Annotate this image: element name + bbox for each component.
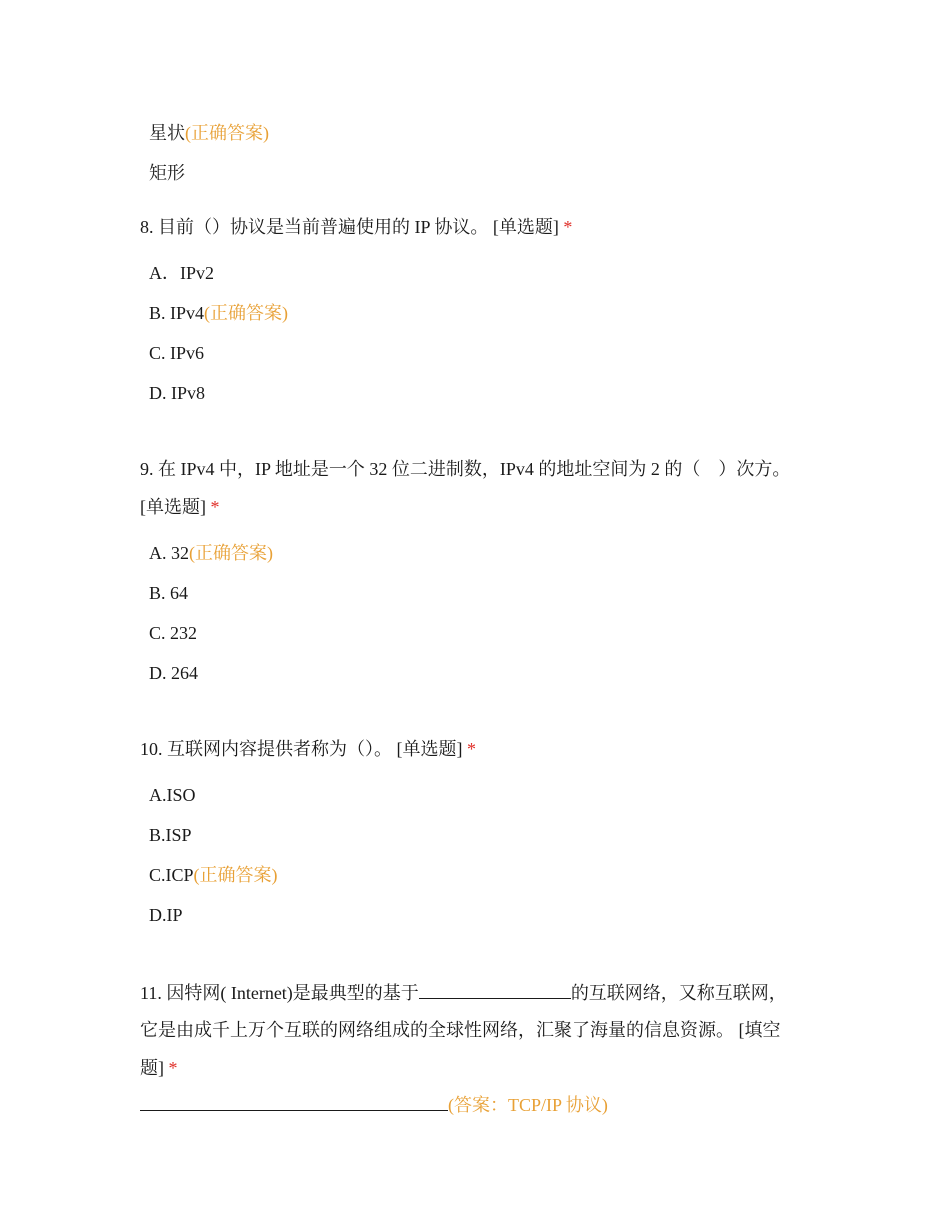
required-marker: * (467, 739, 476, 759)
inline-blank (419, 980, 571, 999)
required-marker: * (563, 217, 573, 237)
question-11-title-cont2 (140, 1056, 178, 1080)
option-8-b[interactable]: B. IPv4(正确答案) (149, 303, 289, 323)
question-type: [单选题] (396, 739, 463, 759)
option-8-c[interactable]: C. IPv6 (149, 343, 205, 363)
fill-blank-answer[interactable] (140, 1092, 608, 1117)
required-marker: * (168, 1058, 178, 1078)
question-type: [单选题] (140, 497, 206, 517)
option-9-b[interactable]: B. 64 (149, 583, 189, 603)
correct-answer-marker: (正确答案) (204, 303, 289, 323)
question-type: [单选题] (492, 217, 559, 237)
question-9-title-cont (140, 495, 220, 519)
option-10-c[interactable]: C.ICP(正确答案) (149, 865, 278, 885)
option-9-c[interactable]: C. 232 (149, 623, 198, 643)
question-8-title: 8. 目前（）协议是当前普遍使用的 IP 协议。 [单选题] * (140, 217, 573, 237)
question-11-title: 11. 因特网( Internet)是最典型的基于 的互联网络，又称互联网， (140, 980, 787, 1005)
option-9-a[interactable]: A. 32(正确答案) (149, 543, 273, 563)
option-10-b[interactable]: B.ISP (149, 825, 192, 845)
option-prev-a[interactable]: 星状(正确答案) (149, 123, 269, 143)
option-9-d[interactable]: D. 264 (149, 663, 198, 683)
option-8-d[interactable]: D. IPv8 (149, 383, 206, 403)
correct-answer-marker: (正确答案) (185, 123, 269, 143)
question-9-title: 9. 在 IPv4 中，IP 地址是一个 32 位二进制数，IPv4 的地址空间为 2 的（ ）次方。 (140, 459, 791, 479)
correct-answer-marker: (正确答案) (193, 865, 278, 885)
option-10-d[interactable]: D.IP (149, 905, 183, 925)
question-type: 题] (140, 1058, 164, 1078)
question-11-title-cont: 它是由成千上万个互联的网络组成的全球性网络，汇聚了海量的信息资源。 [填空 (140, 1020, 781, 1040)
option-10-a[interactable]: A.ISO (149, 785, 196, 805)
answer-input-line[interactable] (140, 1092, 448, 1111)
answer-text: (答案：TCP/IP 协议) (448, 1095, 608, 1115)
option-prev-b[interactable]: 矩形 (149, 163, 185, 183)
required-marker: * (210, 497, 220, 517)
question-10-title: 10. 互联网内容提供者称为（）。 [单选题] * (140, 739, 476, 759)
correct-answer-marker: (正确答案) (189, 543, 273, 563)
option-8-a[interactable]: A．IPv2 (149, 263, 215, 283)
